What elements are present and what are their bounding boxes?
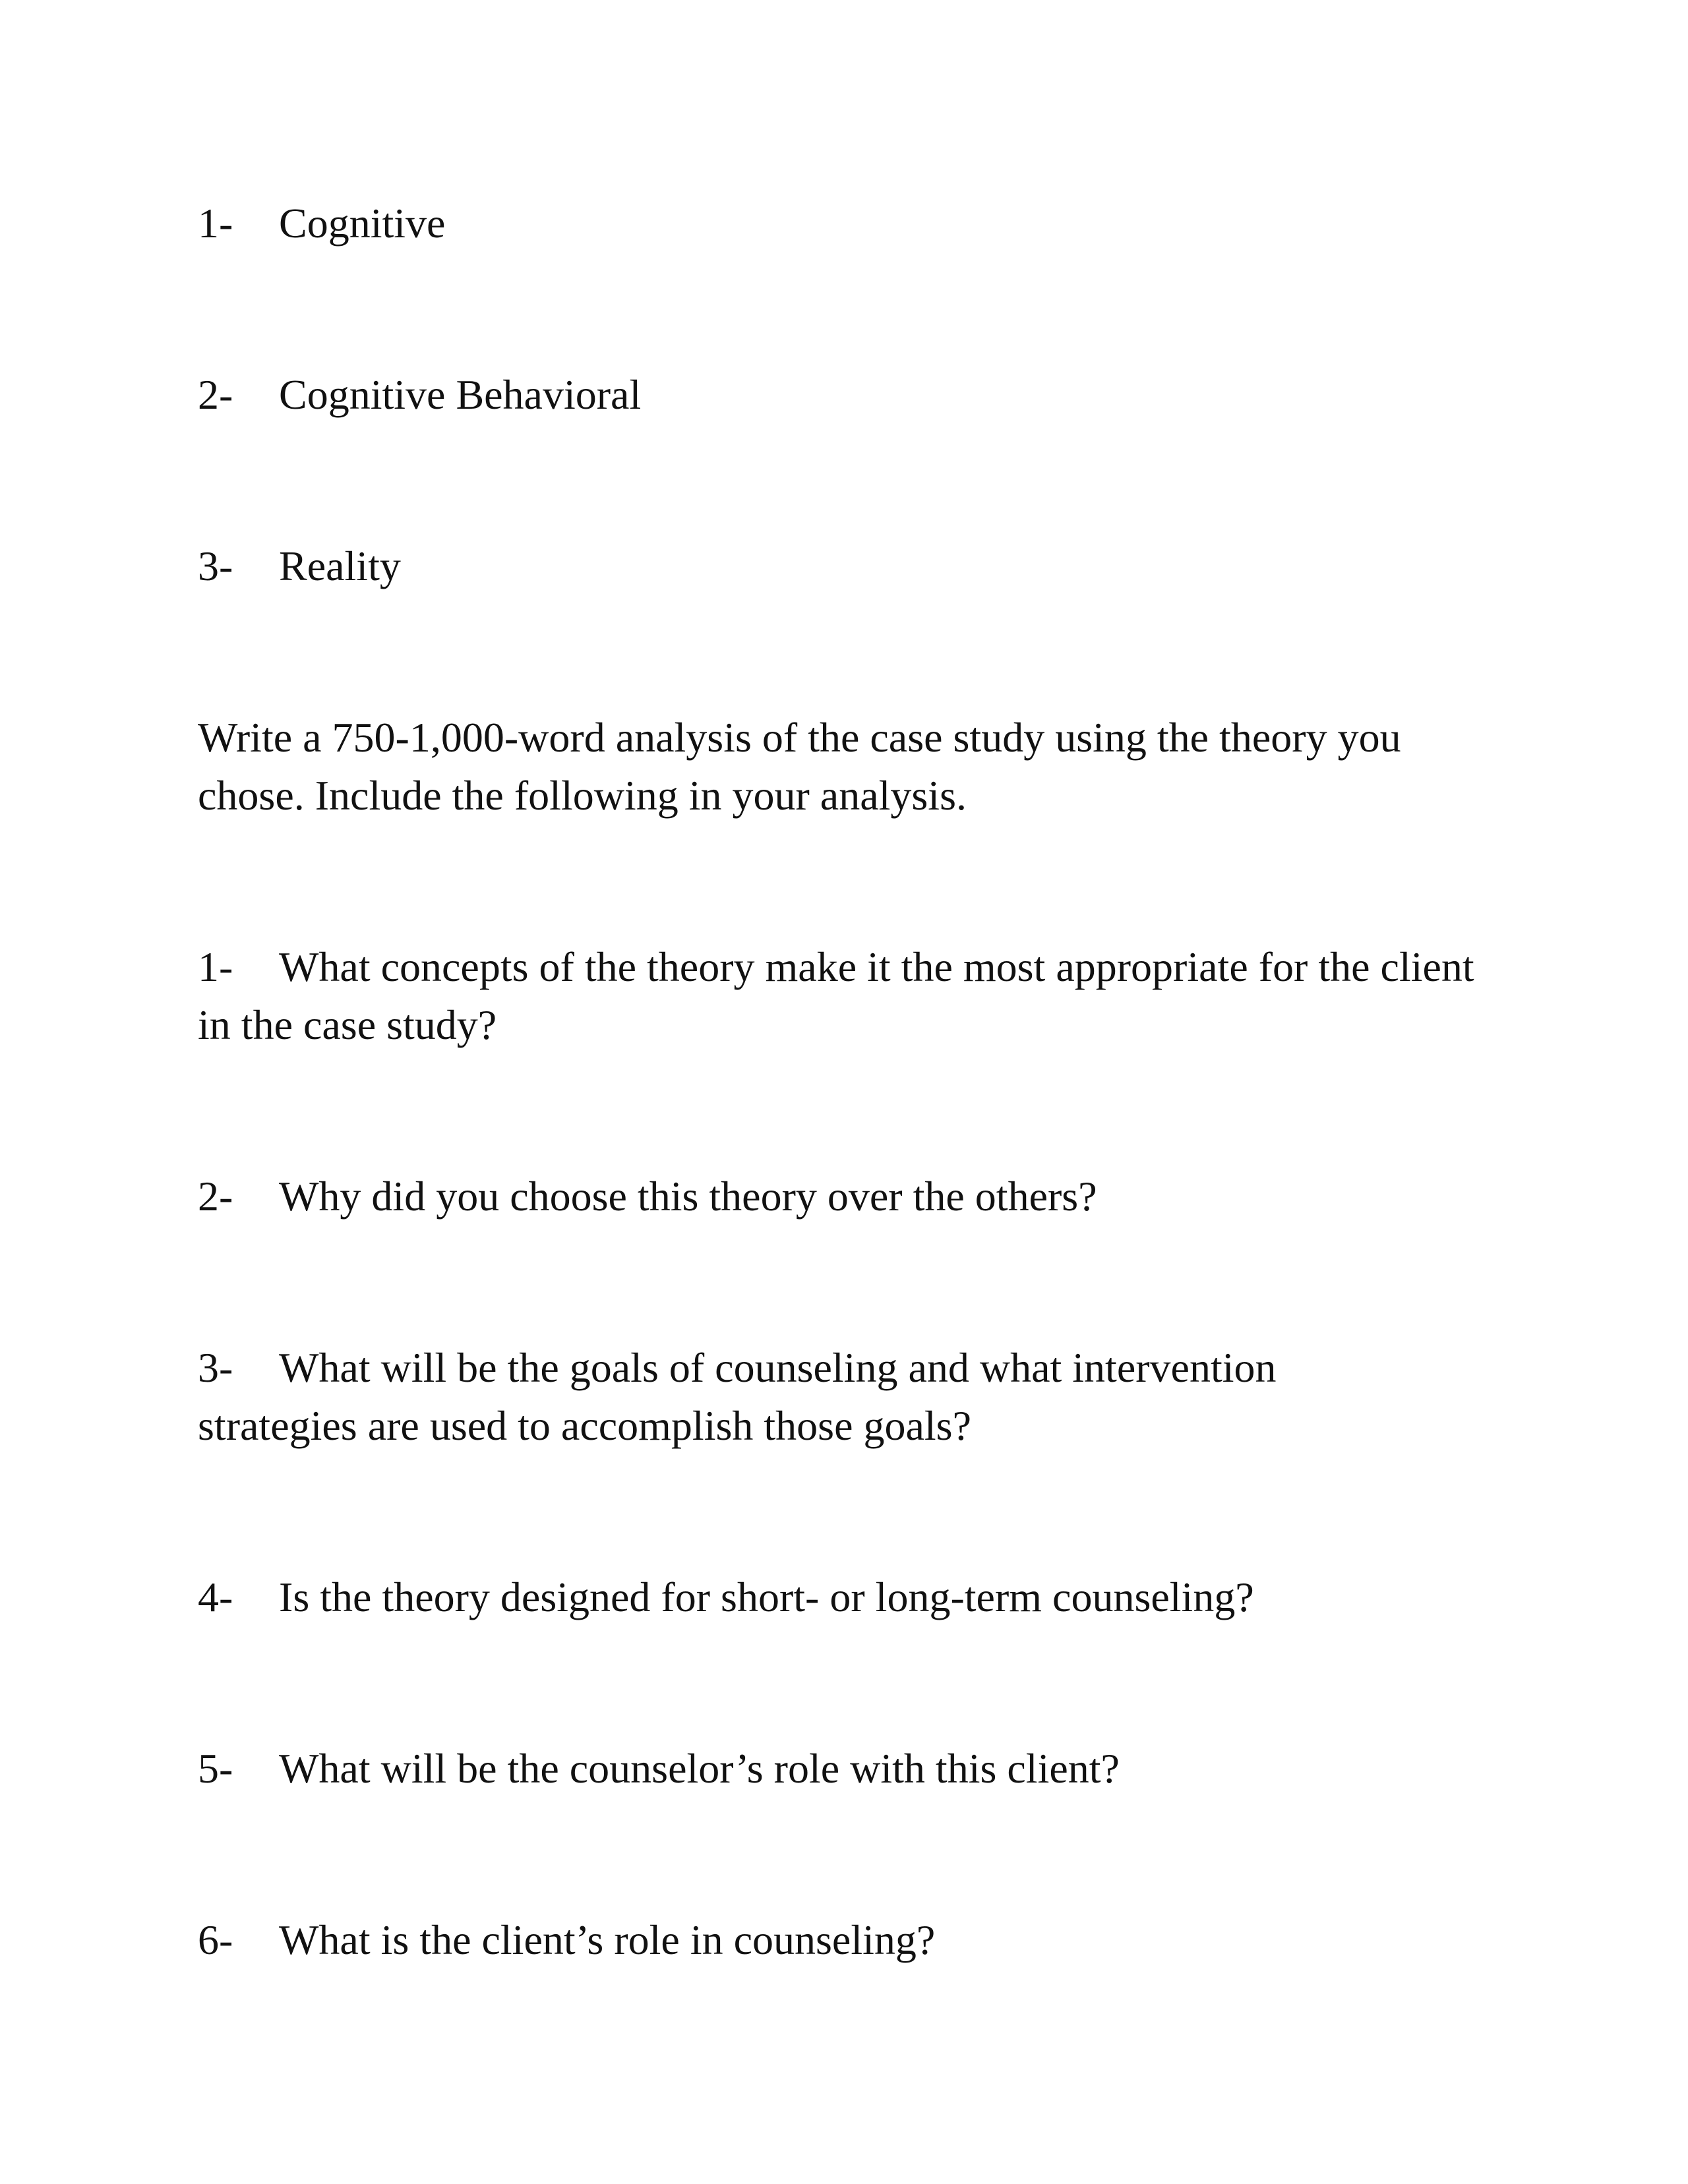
question-text: What will be the counselor’s role with this client?: [279, 1745, 1120, 1792]
theory-number: 2-: [198, 371, 233, 418]
question-number: 2-: [198, 1173, 233, 1220]
question-item: [198, 1740, 1484, 1798]
question-text: What concepts of the theory make it the most appropriate for the client in the case study?: [198, 943, 1474, 1048]
theory-number: 1-: [198, 200, 233, 247]
question-item: [198, 938, 1484, 1054]
theory-number: 3-: [198, 543, 233, 589]
theory-text: Cognitive Behavioral: [279, 371, 642, 418]
question-item: [198, 1568, 1484, 1626]
question-item: [198, 1339, 1385, 1455]
question-text: What is the client’s role in counseling?: [279, 1916, 936, 1963]
question-text: What will be the goals of counseling and what intervention strategies are used to accomplish those goals?: [198, 1344, 1277, 1449]
theory-item: [198, 194, 445, 252]
question-text: Why did you choose this theory over the others?: [279, 1173, 1097, 1220]
question-text: Is the theory designed for short- or long-term counseling?: [279, 1574, 1254, 1620]
instruction-paragraph: Write a 750-1,000-word analysis of the case study using the theory you chose. Include the following in your analysis.: [198, 714, 1401, 819]
theory-text: Cognitive: [279, 200, 446, 247]
question-item: [198, 1167, 1484, 1225]
theory-text: Reality: [279, 543, 401, 589]
question-number: 3-: [198, 1344, 233, 1391]
question-number: 1-: [198, 943, 233, 990]
theory-item: [198, 366, 641, 424]
theory-item: [198, 537, 401, 595]
question-number: 4-: [198, 1574, 233, 1620]
question-number: 5-: [198, 1745, 233, 1792]
question-number: 6-: [198, 1916, 233, 1963]
question-item: [198, 1911, 1484, 1969]
